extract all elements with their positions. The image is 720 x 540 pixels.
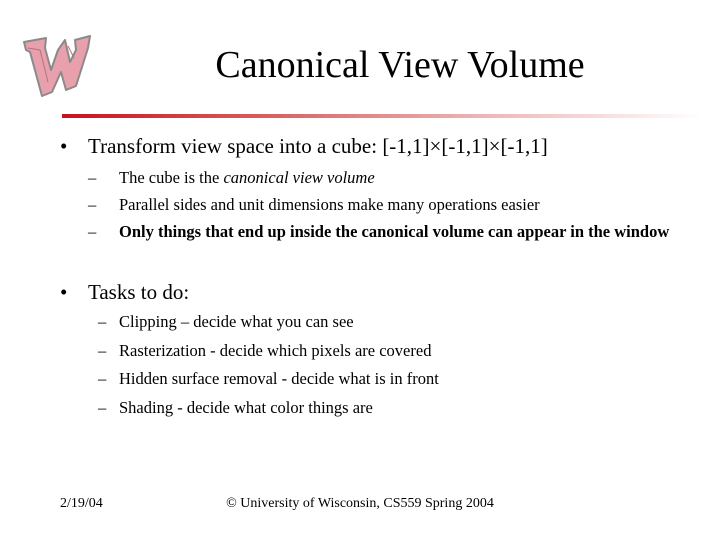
sub-bullet-text: Only things that end up inside the canonical volume can appear in the window [119,222,670,241]
sub-bullet-marker: – [98,312,107,331]
bullet-marker: • [60,134,68,158]
sub-bullet-text: Shading - decide what color things are [119,398,373,417]
sub-bullet-marker: – [98,341,107,360]
sub-bullet-marker: – [98,398,107,417]
sub-bullet-item [88,192,540,218]
bullet-text: Transform view space into a cube: [-1,1]×[-1,1]×[-1,1] [88,134,548,158]
bullet-item [60,133,548,159]
title-divider [62,114,702,118]
sub-bullet-marker: – [88,222,97,241]
sub-bullet-text: Parallel sides and unit dimensions make many operations easier [119,195,540,214]
sub-bullet-marker: – [98,369,107,388]
sub-bullet-item [98,366,439,392]
sub-bullet-text: The cube is the canonical view volume [119,168,375,187]
footer-date: 2/19/04 [60,496,103,511]
sub-bullet-marker: – [88,195,97,214]
bullet-text: Tasks to do: [88,280,190,304]
sub-bullet-text: Clipping – decide what you can see [119,312,354,331]
bullet-marker: • [60,280,68,304]
footer-copyright: © University of Wisconsin, CS559 Spring 2004 [226,496,494,511]
sub-bullet-item [98,338,431,364]
italic-term: canonical view volume [223,168,375,187]
sub-bullet-item [88,219,679,245]
sub-bullet-item [98,395,373,421]
sub-bullet-item [88,165,375,191]
slide-title: Canonical View Volume [215,44,585,86]
wisconsin-w-logo-icon [18,30,94,100]
sub-bullet-text: Hidden surface removal - decide what is in front [119,369,439,388]
bullet-item [60,279,189,305]
sub-bullet-marker: – [88,168,97,187]
sub-bullet-text: Rasterization - decide which pixels are covered [119,341,432,360]
sub-bullet-item [98,309,354,335]
